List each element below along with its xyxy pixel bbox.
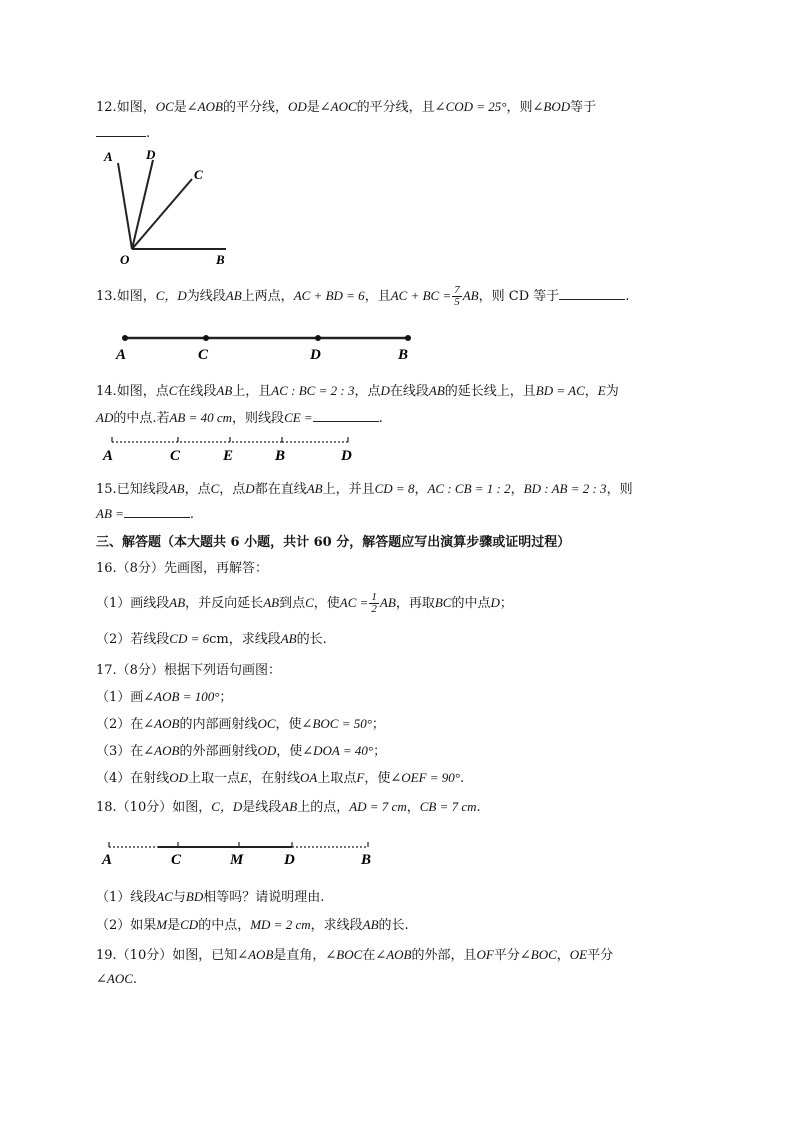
q17-item2: [96, 713, 385, 732]
q17-var: OD: [169, 770, 189, 785]
q18-var: C，D: [211, 799, 243, 814]
q19-text: 在: [362, 948, 376, 963]
q14-tail: .: [378, 411, 383, 426]
q18-text: 18.（10分）如图，: [96, 800, 212, 815]
q15-text: ，点: [219, 482, 246, 497]
q15-var: AB: [306, 481, 323, 496]
q13-var: AB: [462, 288, 479, 303]
point-A: [122, 335, 128, 341]
answer-blank[interactable]: [124, 505, 190, 518]
q17-text: ，使: [364, 771, 391, 786]
q18-var: AC: [156, 889, 173, 904]
q12-var: ∠AOB: [186, 99, 223, 114]
q16-text: ；: [499, 596, 513, 611]
fraction-denominator: 2: [371, 603, 377, 615]
q16-text: （2）若线段: [96, 632, 170, 647]
q18-var: AB: [281, 799, 298, 814]
q16-text: ，再取: [395, 596, 435, 611]
q17-text: （4）在射线: [96, 771, 170, 786]
q17-text: （2）在: [96, 717, 144, 732]
q17-var: OD: [257, 743, 277, 758]
q14-var: E: [597, 383, 606, 398]
q16-condition: CD = 6: [169, 631, 210, 646]
q15-line2: [96, 505, 194, 522]
q12-var: OD: [287, 99, 307, 114]
q15-line1: [96, 478, 633, 497]
q13-line: [96, 285, 629, 308]
q12-text: 的平分线，: [222, 100, 288, 115]
q16-part1: [96, 592, 513, 615]
q19-var: ∠BOC: [325, 947, 363, 962]
fraction: [452, 285, 462, 308]
q12-var: OC: [155, 99, 174, 114]
q12-text: 是: [173, 100, 187, 115]
q14-condition: AC : BC = 2 : 3: [271, 383, 355, 398]
q17-text: ，使: [275, 717, 302, 732]
q18-text: 相等吗？请说明理由.: [203, 890, 325, 905]
q15-var: AB: [168, 481, 185, 496]
fraction: [369, 592, 379, 615]
ray-OA: [118, 163, 132, 249]
q12-text: 是: [306, 100, 320, 115]
q18-part2: [96, 914, 409, 933]
q18-text: ，: [406, 800, 420, 815]
q17-text: （3）在: [96, 744, 144, 759]
q17-text: ；: [219, 690, 233, 705]
q18-var: CD: [180, 917, 199, 932]
q19-text: 的外部，且: [411, 948, 477, 963]
q12-number: 12.: [96, 100, 117, 115]
label-B: B: [361, 852, 372, 868]
label-D: D: [284, 852, 295, 868]
q15-text: ，: [414, 482, 428, 497]
q18-var: M: [156, 917, 168, 932]
label-A: A: [102, 852, 113, 868]
q16-var: AB: [280, 631, 297, 646]
q16-text: 的长.: [296, 632, 327, 647]
q17-var: ∠AOB: [143, 716, 180, 731]
q14-segment-figure: [100, 432, 370, 468]
q19-tail: .: [132, 972, 138, 987]
q15-var: AB =: [96, 506, 124, 521]
q16-text: ，使: [313, 596, 340, 611]
q14-var: AB: [428, 383, 445, 398]
q12-text: 的平分线，且: [356, 100, 435, 115]
fraction-numerator: 7: [454, 284, 460, 296]
answer-blank[interactable]: [96, 124, 146, 137]
fraction-denominator: 5: [454, 296, 460, 308]
q15-number: 15.: [96, 482, 117, 497]
q15-text: 都在直线: [254, 482, 307, 497]
q17-text: ；: [371, 717, 385, 732]
q19-text: 是直角，: [273, 948, 326, 963]
q17-item3: [96, 740, 386, 759]
q17-var: OC: [257, 716, 276, 731]
label-D: D: [146, 147, 156, 162]
q16-var: BC: [434, 595, 452, 610]
q13-text: 上两点，: [241, 289, 294, 304]
q16-text: ，并反向延长: [185, 596, 264, 611]
q16-var: C: [305, 595, 314, 610]
q14-text: 在线段: [389, 384, 429, 399]
q16-head: 16.（8分）先画图，再解答：: [96, 561, 268, 576]
q18-text: （1）线段: [96, 890, 157, 905]
label-A: A: [104, 149, 113, 164]
q12-tail: .: [146, 126, 151, 141]
q17-item1: [96, 686, 232, 705]
q17-condition: ∠AOB = 100°: [143, 689, 220, 704]
point-D: [315, 335, 321, 341]
q16-part2: [96, 628, 327, 647]
q19-var: ∠AOB: [375, 947, 412, 962]
q14-var: CE =: [284, 410, 313, 425]
q13-text: 如图，: [116, 289, 156, 304]
q17-head: 17.（8分）根据下列语句画图：: [96, 663, 281, 678]
q16-text: （1）画线段: [96, 596, 170, 611]
q19-text: 19.（10分）如图，已知: [96, 948, 238, 963]
q13-number: 13.: [96, 289, 117, 304]
q15-var: D: [245, 481, 255, 496]
q14-condition: AB = 40 cm: [169, 410, 233, 425]
q19-var: ∠AOC: [96, 971, 133, 986]
q18-text: 与: [172, 890, 186, 905]
q18-text: 是线段: [242, 800, 282, 815]
q17-text: 上取点: [317, 771, 357, 786]
q12-text: ，则: [506, 100, 533, 115]
q13-condition: AC + BC =: [390, 288, 452, 303]
q12-var: ∠AOC: [319, 99, 357, 114]
label-B: B: [275, 448, 286, 464]
q13-tail: .: [625, 289, 630, 304]
q17-text: 上取一点: [188, 771, 241, 786]
q19-text: 平分: [493, 948, 520, 963]
q17-text: ；: [373, 744, 387, 759]
q12-text: 如图，: [116, 100, 156, 115]
q14-text: ，点: [354, 384, 381, 399]
q17-text: .: [460, 771, 465, 786]
q14-text: 上，且: [232, 384, 272, 399]
q13-segment-figure: [110, 328, 430, 364]
label-D: D: [310, 347, 321, 363]
q17-var: ∠AOB: [143, 743, 180, 758]
q13-text: ，则 CD 等于: [478, 289, 560, 304]
q16-text: 的中点: [451, 596, 491, 611]
q14-text: ，: [584, 384, 598, 399]
q19-var: OF: [476, 947, 494, 962]
q17-text: ，使: [276, 744, 303, 759]
label-A: A: [116, 347, 127, 363]
section-heading: 三、解答题（本大题共 6 小题，共计 60 分，解答题应写出演算步骤或证明过程）: [96, 535, 571, 550]
q14-var: D: [380, 383, 390, 398]
q15-tail: .: [189, 507, 195, 522]
q15-text: 上，并且: [322, 482, 375, 497]
fraction-numerator: 1: [371, 591, 377, 603]
label-A: A: [103, 448, 114, 464]
q12-var: ∠BOD: [532, 99, 571, 114]
q12-line2: [96, 124, 150, 141]
q18-text: ，求线段: [310, 918, 363, 933]
q14-text: ，则线段: [232, 411, 285, 426]
q17-text: （1）画: [96, 690, 144, 705]
label-M: M: [230, 852, 244, 868]
q15-text: 已知线段: [116, 482, 169, 497]
q19-var: OE: [569, 947, 588, 962]
q19-line2: [96, 971, 137, 987]
answer-blank[interactable]: [559, 287, 625, 300]
q17-condition: ∠BOC = 50°: [301, 716, 372, 731]
label-E: E: [223, 448, 234, 464]
q17-condition: ∠DOA = 40°: [302, 743, 374, 758]
q14-text: 为: [605, 384, 619, 399]
q17-text: ，在射线: [248, 771, 301, 786]
q15-condition: CD = 8: [374, 481, 415, 496]
label-C: C: [170, 448, 181, 464]
q18-condition: MD = 2 cm: [250, 917, 311, 932]
q12-text: 等于: [570, 100, 597, 115]
q17-condition: ∠OEF = 90°: [390, 770, 461, 785]
q14-text: 在线段: [177, 384, 217, 399]
q17-text: 的内部画射线: [179, 717, 258, 732]
q19-var: ∠AOB: [237, 947, 274, 962]
q15-condition: BD : AB = 2 : 3: [523, 481, 607, 496]
q13-condition: AC + BD = 6: [293, 288, 365, 303]
q16-text: 到点: [279, 596, 306, 611]
q16-var: AB: [263, 595, 280, 610]
q17-item4: [96, 767, 464, 786]
q17-var: OA: [300, 770, 318, 785]
label-O: O: [120, 252, 130, 266]
q18-condition: CB = 7 cm: [419, 799, 477, 814]
q19-text: ，: [556, 948, 570, 963]
q14-text: 的中点.若: [113, 411, 170, 426]
label-D: D: [341, 448, 352, 464]
q18-text: （2）如果: [96, 918, 157, 933]
q19-text: 平分: [587, 948, 614, 963]
q14-text: 如图，点: [116, 384, 169, 399]
q16-var: AC =: [339, 595, 369, 610]
q12-angle-figure: [100, 146, 240, 266]
label-C: C: [194, 167, 203, 182]
q14-text: 的延长线上，且: [444, 384, 536, 399]
q13-text: 为线段: [186, 289, 226, 304]
label-B: B: [398, 347, 409, 363]
q18-text: .: [476, 800, 481, 815]
label-C: C: [171, 852, 182, 868]
q16-text: cm，求线段: [209, 632, 281, 647]
label-B: B: [216, 252, 225, 266]
q13-var: C，D: [155, 288, 187, 303]
q15-text: ，则: [606, 482, 633, 497]
q17-var: F: [356, 770, 365, 785]
point-C: [203, 335, 209, 341]
q14-var: AB: [216, 383, 233, 398]
q14-var: AD: [96, 410, 114, 425]
q19-var: ∠BOC: [519, 947, 557, 962]
q18-text: 的中点，: [198, 918, 251, 933]
q16-var: D: [490, 595, 500, 610]
q14-line2: [96, 407, 383, 426]
q18-text: 上的点，: [297, 800, 350, 815]
q17-text: 的外部画射线: [179, 744, 258, 759]
q13-var: AB: [225, 288, 242, 303]
q18-part1: [96, 886, 324, 905]
q14-number: 14.: [96, 384, 117, 399]
answer-blank[interactable]: [313, 409, 379, 422]
q17-var: E: [240, 770, 249, 785]
q13-text: ，且: [364, 289, 391, 304]
q15-text: ，点: [184, 482, 211, 497]
q16-var: AB: [379, 595, 396, 610]
q12-condition: ∠COD = 25°: [434, 99, 507, 114]
q14-condition: BD = AC: [535, 383, 585, 398]
q14-line1: [96, 380, 619, 399]
label-C: C: [198, 347, 209, 363]
q15-text: ，: [510, 482, 524, 497]
q18-var: AB: [362, 917, 379, 932]
q15-condition: AC : CB = 1 : 2: [427, 481, 511, 496]
q18-segment-figure: [100, 837, 390, 873]
q18-text: 是: [167, 918, 181, 933]
q12-line1: [96, 96, 596, 115]
point-B: [405, 335, 411, 341]
q18-condition: AD = 7 cm: [349, 799, 407, 814]
q15-var: C: [210, 481, 220, 496]
q16-var: AB: [169, 595, 186, 610]
q18-head: [96, 796, 481, 815]
q14-var: C: [168, 383, 178, 398]
q18-text: 的长.: [378, 918, 409, 933]
q18-var: BD: [185, 889, 204, 904]
q19-line1: [96, 944, 613, 963]
